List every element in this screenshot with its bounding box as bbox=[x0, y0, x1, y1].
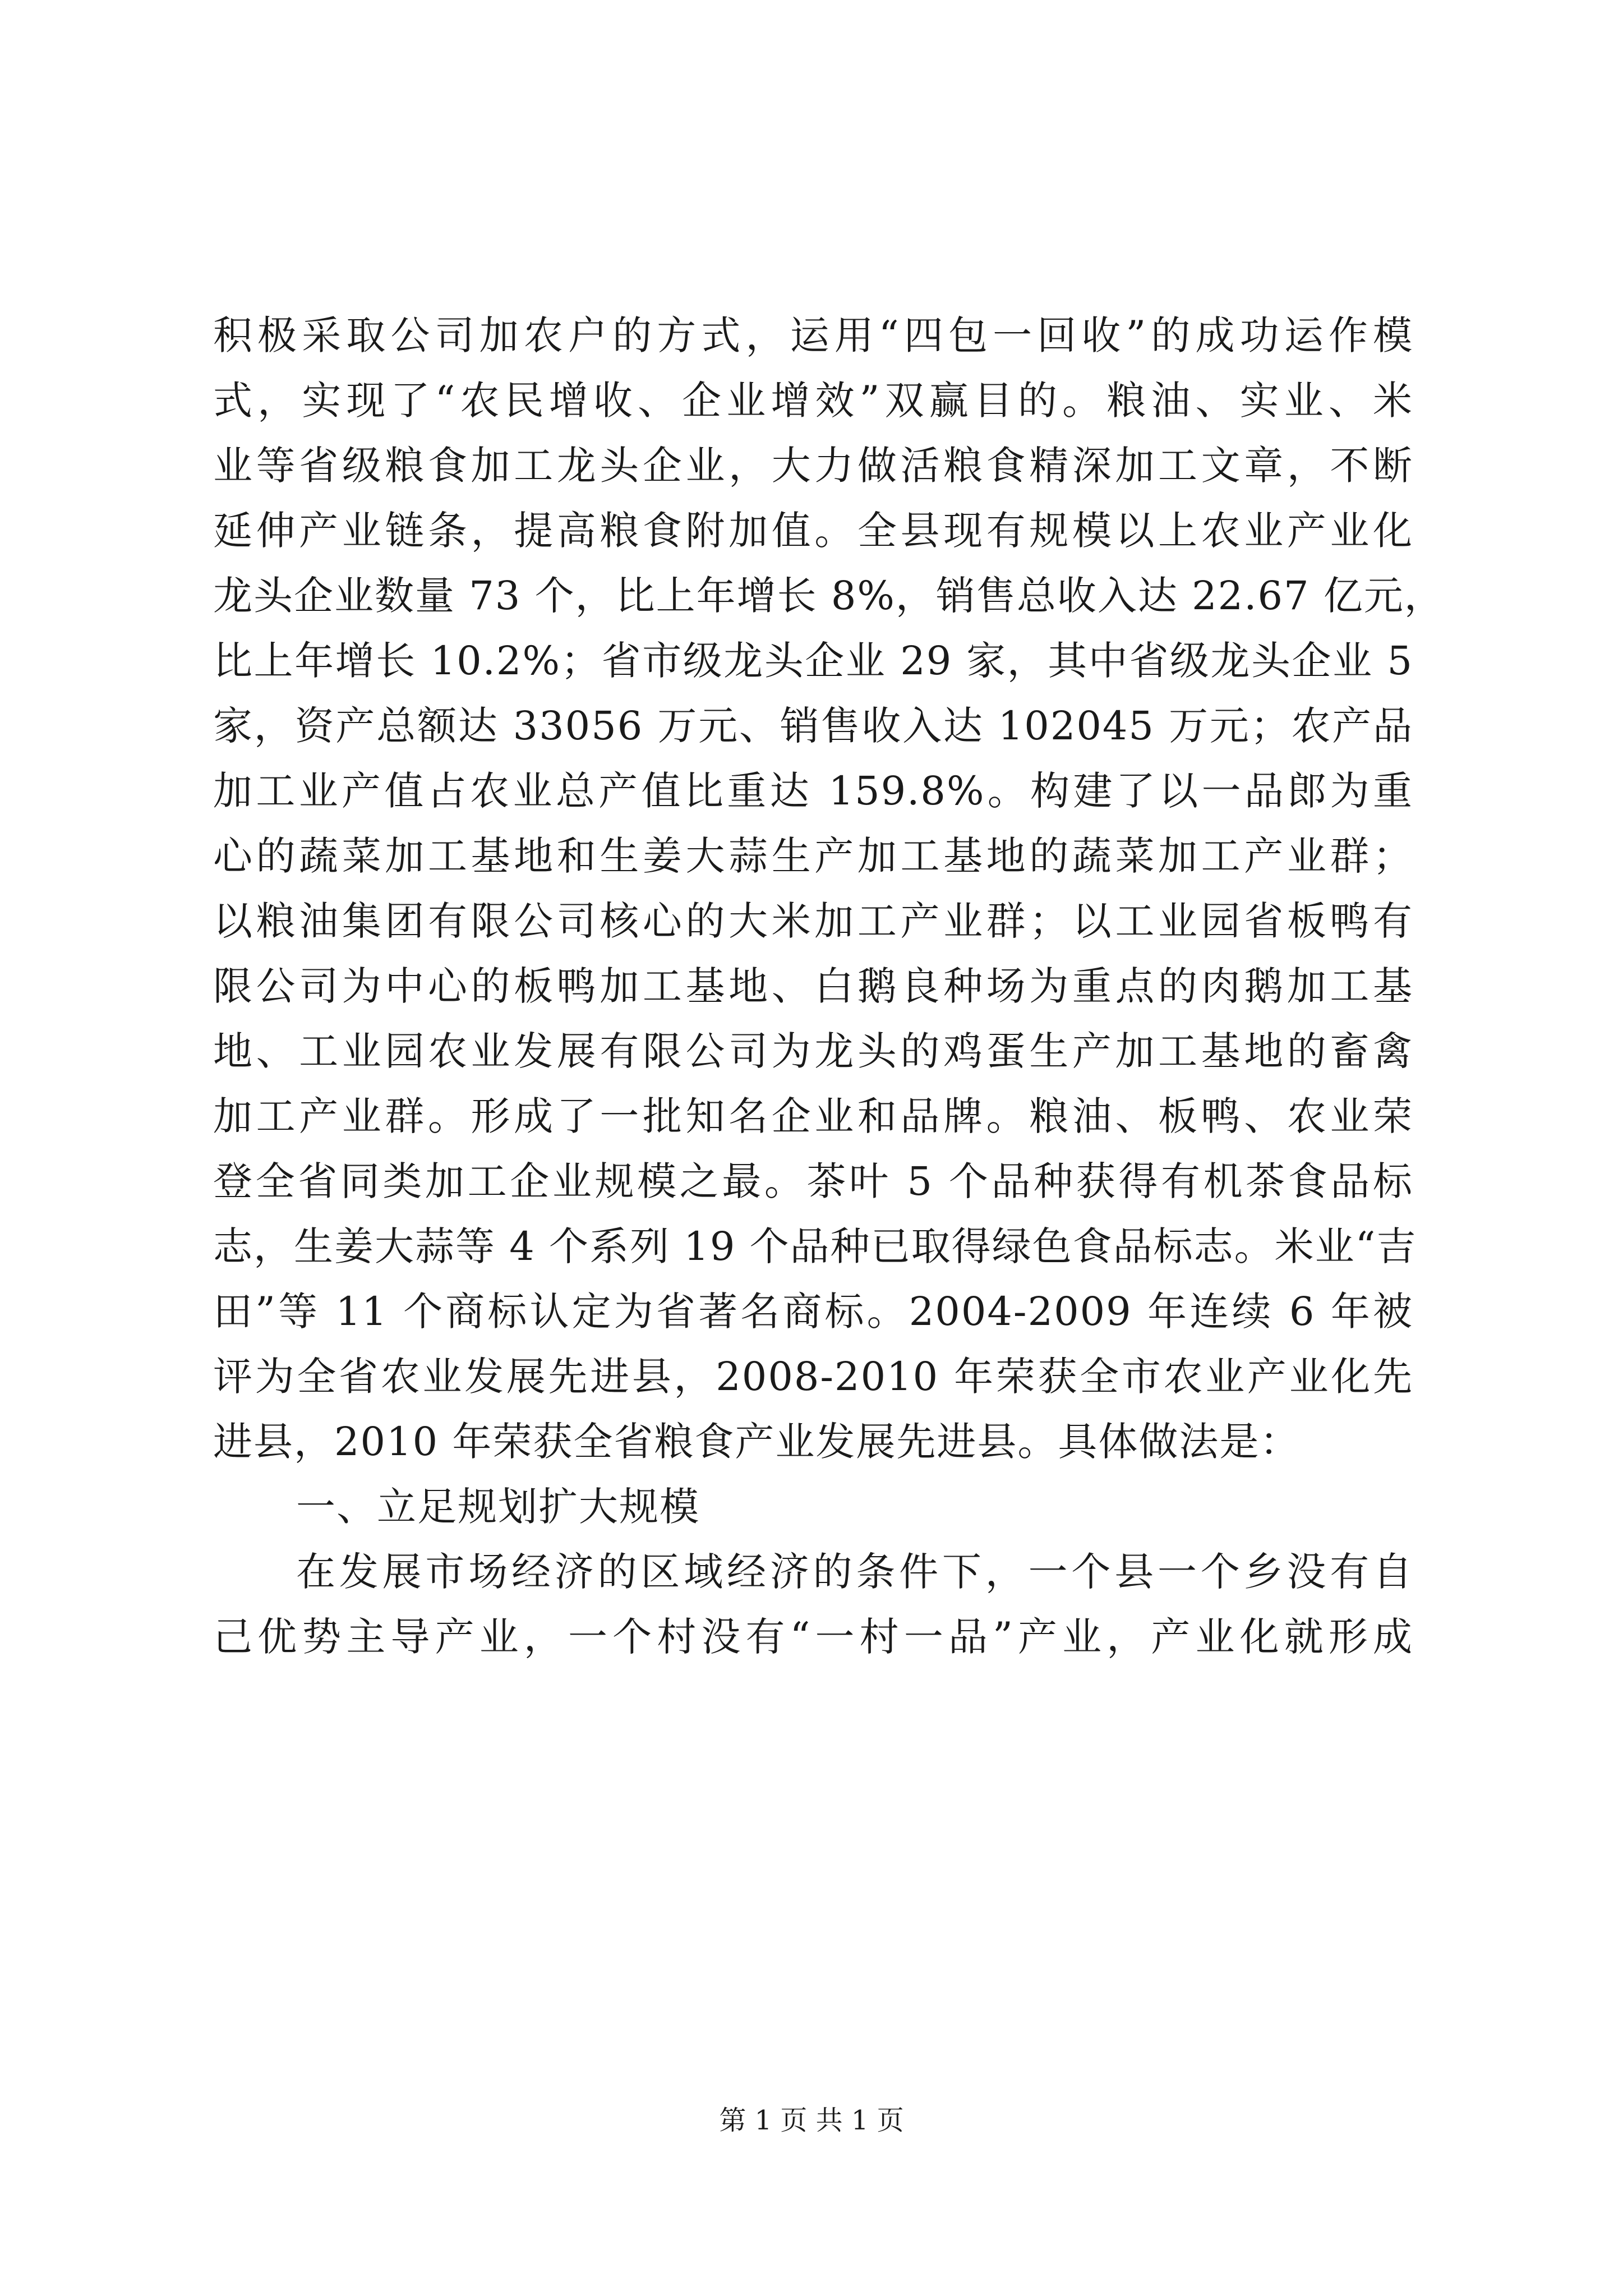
body-line: 业等省级粮食加工龙头企业，大力做活粮食精深加工文章，不断 bbox=[213, 443, 1413, 489]
body-line: 地、工业园农业发展有限公司为龙头的鸡蛋生产加工基地的畜禽 bbox=[213, 1028, 1413, 1074]
body-line: 限公司为中心的板鸭加工基地、白鹅良种场为重点的肉鹅加工基 bbox=[213, 963, 1413, 1009]
body-line: 志，生姜大蒜等 4 个系列 19 个品种已取得绿色食品标志。米业“吉 bbox=[213, 1223, 1417, 1269]
body-line: 在发展市场经济的区域经济的条件下，一个县一个乡没有自 bbox=[296, 1549, 1413, 1595]
body-line: 己优势主导产业，一个村没有“一村一品”产业，产业化就形成 bbox=[213, 1614, 1413, 1660]
body-line: 登全省同类加工企业规模之最。茶叶 5 个品种获得有机茶食品标 bbox=[213, 1158, 1413, 1204]
section-heading: 一、立足规划扩大规模 bbox=[296, 1484, 700, 1530]
body-line: 式，实现了“农民增收、企业增效”双赢目的。粮油、实业、米 bbox=[213, 378, 1413, 424]
document-body bbox=[213, 303, 1445, 1669]
body-line: 评为全省农业发展先进县，2008-2010 年荣获全市农业产业化先 bbox=[213, 1354, 1413, 1400]
body-line: 田”等 11 个商标认定为省著名商标。2004-2009 年连续 6 年被 bbox=[213, 1289, 1413, 1335]
body-line: 延伸产业链条，提高粮食附加值。全县现有规模以上农业产业化 bbox=[213, 508, 1413, 554]
body-line: 比上年增长 10.2%；省市级龙头企业 29 家，其中省级龙头企业 5 bbox=[213, 638, 1413, 684]
body-line: 加工产业群。形成了一批知名企业和品牌。粮油、板鸭、农业荣 bbox=[213, 1093, 1413, 1139]
body-line: 积极采取公司加农户的方式，运用“四包一回收”的成功运作模 bbox=[213, 312, 1413, 358]
page-footer: 第 1 页 共 1 页 bbox=[719, 2105, 904, 2136]
body-line: 龙头企业数量 73 个，比上年增长 8%，销售总收入达 22.67 亿元， bbox=[213, 573, 1445, 619]
body-line: 心的蔬菜加工基地和生姜大蒜生产加工基地的蔬菜加工产业群； bbox=[213, 833, 1413, 879]
body-line: 家，资产总额达 33056 万元、销售收入达 102045 万元；农产品 bbox=[213, 703, 1413, 749]
body-line: 加工业产值占农业总产值比重达 159.8%。构建了以一品郎为重 bbox=[213, 768, 1413, 814]
body-line: 进县，2010 年荣获全省粮食产业发展先进县。具体做法是： bbox=[213, 1419, 1301, 1465]
body-line: 以粮油集团有限公司核心的大米加工产业群；以工业园省板鸭有 bbox=[213, 898, 1413, 944]
